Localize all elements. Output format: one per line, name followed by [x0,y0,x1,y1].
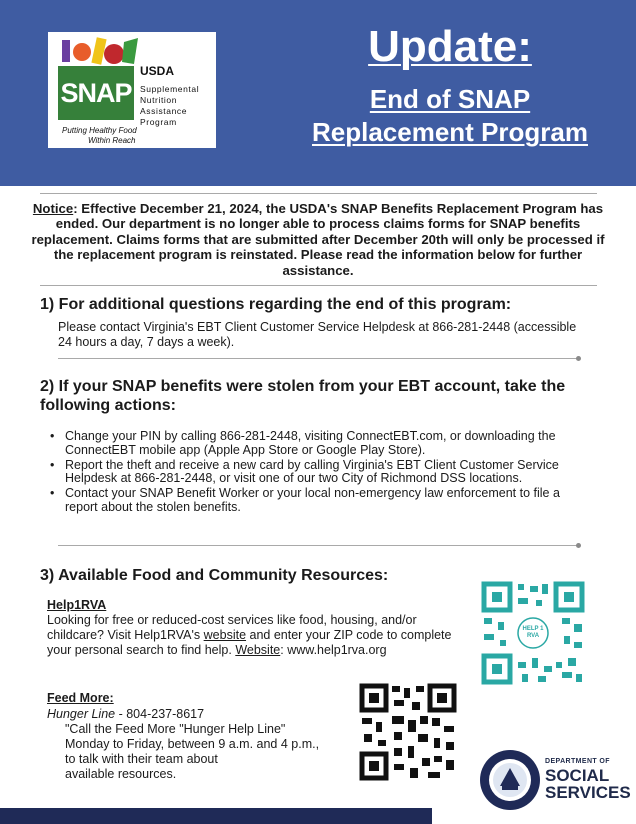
help1rva-text: and enter your ZIP code to complete your personal search to find help. [47,628,452,657]
dss-social-label: SOCIAL [545,766,610,785]
feedmore-line: Monday to Friday, between 9 a.m. and 4 p.m., [65,737,320,751]
logo-word: Nutrition [140,95,178,105]
header-banner [0,0,636,186]
notice-label: Notice [32,201,74,216]
notice-text: : Effective December 21, 2024, the USDA's SNAP Benefits Replacement Program has ended. Our department is no longer able to process claims forms for SNAP benefits replacement. Claims forms that are submitted after December 20th will only be processed if the replacement program is reinstated. Please read the information below for further assistance. [31,201,605,278]
feedmore-line: "Call the Feed More "Hunger Help Line" [65,722,286,736]
help1rva-website-link[interactable]: website [203,628,247,642]
snap-wordmark: SNAP [58,66,134,120]
help1rva-text: Looking for free or reduced-cost services like food, housing, and/or childcare? Visit Help1RVA's [47,613,417,642]
help1rva-description [47,613,467,658]
logo-word: Assistance [140,106,188,116]
logo-tagline [62,126,137,146]
page-subtitle-line2: Replacement Program [312,117,588,147]
feedmore-description [65,722,365,782]
feedmore-line: to talk with their team about [65,752,218,766]
seal-icon [478,748,542,812]
divider-dot [576,356,581,361]
feedmore-heading: Feed More: [47,691,114,705]
tagline-line: Within Reach [88,136,136,145]
footer-bar [0,808,432,824]
section2-heading: 2) If your SNAP benefits were stolen from your EBT account, take the following actions: [40,378,566,414]
qr-graphic [358,682,458,782]
section1-body: Please contact Virginia's EBT Client Customer Service Helpdesk at 866-281-2448 (accessible 24 hours a day, 7 days a week). [58,320,577,349]
snap-logo [48,32,216,148]
dss-department-label: DEPARTMENT OF [545,758,610,765]
dss-services-label: SERVICES [545,783,631,802]
feedmore-line: available resources. [65,767,177,781]
help1rva-qr-code [478,578,588,688]
feedmore-qr-code [358,682,458,782]
help1rva-heading: Help1RVA [47,598,107,612]
section1-divider [58,358,578,359]
notice-divider [40,285,597,286]
logo-word: Supplemental [140,84,200,94]
top-divider [40,193,597,194]
list-item: • Contact your SNAP Benefit Worker or your local non-emergency law enforcement to file a report about the stolen benefits. [50,487,595,515]
logo-word: Program [140,117,177,127]
hunger-line-label: Hunger Line [47,707,116,721]
city-of-richmond-seal [478,748,542,812]
list-item: • Change your PIN by calling 866-281-2448, visiting ConnectEBT.com, or downloading the ConnectEBT mobile app (Apple App Store or Google Play Store). [50,430,595,458]
program-name [140,84,199,128]
page-title: Update: [368,22,532,71]
section3-heading: 3) Available Food and Community Resources: [40,567,389,584]
list-item: • Report the theft and receive a new card by calling Virginia's EBT Client Customer Service Helpdesk at 866-281-2448, or visit one of our two City of Richmond DSS locations. [50,459,595,487]
help1rva-url: : www.help1rva.org [280,643,387,657]
hunger-line-phone: - 804-237-8617 [115,707,205,721]
dss-wordmark [545,758,631,801]
tagline-line: Putting Healthy Food [62,126,137,135]
page-subtitle-line1: End of SNAP [369,84,531,114]
section2-divider [58,545,578,546]
divider-dot [576,543,581,548]
section1-heading: 1) For additional questions regarding the end of this program: [40,296,512,313]
help1rva-qr-label: HELP 1 RVA [522,626,544,639]
stolen-benefits-actions [50,430,595,515]
notice-block [30,201,606,278]
usda-label: USDA [140,64,175,78]
hunger-line [47,707,204,721]
help1rva-website-link-2[interactable]: Website [235,643,281,657]
